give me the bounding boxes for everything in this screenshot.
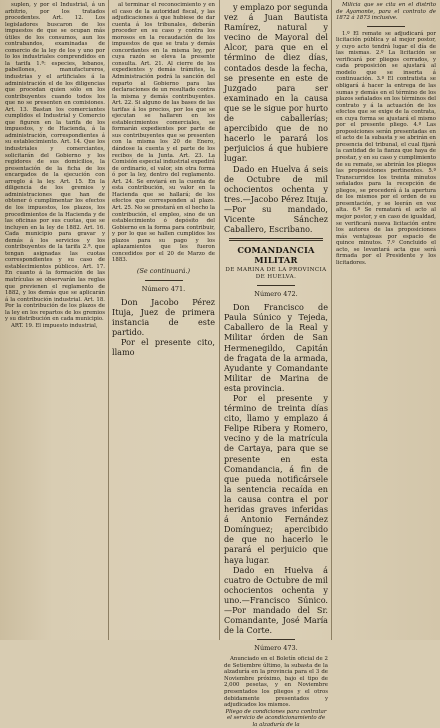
section-subheading: DE MARINA DE LA PROVINCIA DE HUELVA. <box>225 267 327 281</box>
section-heading: COMANDANCIA MILITAR <box>237 245 315 266</box>
order-text: Por el presente y término de treinta días cito, llamo y emplazo á Felipe Ribera y Romero, vecino y de la matrícula de Cartaya, para que se presente en esta Comandancia, á fin de que pueda notificársele la sentencia recaída en la causa contra el por heridas graves inferidas á Antonio Fernández Domínguez; apercibido de que no hacerlo le parará el perjuicio que haya lugar. <box>224 393 328 565</box>
conditions-heading: Pliego de condiciones para contratar el servicio de acondicionamiento de la alzaduría de la <box>225 708 327 728</box>
column-1 <box>5 2 105 636</box>
notice-number: Número 471. <box>141 284 186 293</box>
column-4 <box>336 2 436 636</box>
order-date: Dado en Huelva á cuatro de Octubre de mil ochocientos ochenta y uno.—Francisco Súnico.—Por mandado del Sr. Comandante, José María de la Corte. <box>224 564 328 636</box>
column-1-article: ART. 19. El impuesto industrial, <box>11 322 98 329</box>
notice-number: Número 473. <box>254 644 298 653</box>
column-divider <box>219 0 220 640</box>
separator <box>229 238 323 241</box>
edict-text: Don Francisco de Paula Súnico y Tejeda, Caballero de la Real y Militar órden de San Hermenegildo, Capitán de fragata de la armada, Ayudante y Comandante Militar de Marina de esta provincia. <box>224 302 328 393</box>
conditions-header: Milicia que se cita en el distrito de Ayamonte, para el contrato de 1872 á 1873 inclusive. <box>336 2 436 22</box>
notice-number: Número 472. <box>254 290 298 299</box>
auction-notice: Anunciado en el Boletín oficial de 2 de Setiembre último, la subasta de la alzaduría en la provincia para el 3 de Noviembre próximo, bajo el tipo de 2,000 pesetas, y en Noviembre presentados los pliegos y el otros debidamente presentados y adjudicados los mismos. <box>224 656 328 709</box>
column-1-text: suplen, y por el Industrial, á un arbitrio, por los tratados procedentes. Art. 12. Los legisladores buscaron de los impuestos de que se ocupan más útiles de los consumos, aun los contrabandos, examinadas de comercio de la ley de los y uno por lo los industriales comprendidos en la tarifa 1.ª: especies, lebanos, pabellones, manufactureros, industrias y el artificiales á la administración el de los diligencias que procedan quien sólo en los contribuyentes cuando todos los que no se presenten en comisiones. Art. 13. Bastan los comerciantes cumplidos el Industrial y Comercio que figuren en la tarifa de los impuestos, y de Hacienda, á la administración, correspondientes á su establecimiento. Art. 14. Que los industriales y comerciantes, solicitarán del Gobierno y los regidores de sus domicilios, la presentación de la ficha de los encargados de la ejecución con arreglo á la ley. Art. 15. En la diligencia de los gremios y administraciones que han de obtener ó cumplimentar los efectos de los impuestos, los plazos, los procedimientos de la Hacienda y de las oficinas por sus cuotas, que se incluyen en la ley de 1882. Art. 16. Cada municipio para gravar y demás á los servicios y los contribuyentes de la tarifa 2.ª. que tengan asignadas las cuotas correspondientes y su caso de establecimientos públicos. Art. 17. En cuanto á la formación de las matrículas se observarán las reglas que previenen el reglamento de 1882, y los demás que se aplicarán á la contribución industrial. Art. 18. Por la contribución de los plazos de la ley en los repartos de los gremios y su distribución en cada municipio. <box>5 2 105 323</box>
column-2 <box>112 2 215 636</box>
separator <box>257 639 295 640</box>
judge-closing: Por el presente cito, llamo <box>112 337 215 358</box>
continued-note: (Se continuará.) <box>136 266 191 275</box>
judge-notice: Don Jacobo Pérez Ituja, Juez de primera instancia de este partido. <box>112 296 215 338</box>
separator <box>367 26 405 27</box>
conditions-text: 1.º El remate se adjudicará por licitación pública y al mejor postor, y cuyo acto tendrá lugar el día de las mismas. 2.º La licitación se verificará por pliegos cerrados, y cada proposición se ajustará al modelo que se inserta á continuación. 3.º El contratista se obligará á hacer la entrega de las sumas y demás en el término de los plazos señalados en los términos del contrato y á la actuación de los efectos que se exige de la contrata, en cuya forma se ajustará el mismo por el presente pliego. 4.º Las proposiciones serán presentadas en el acto de la subasta y se abrirán en presencia del tribunal, el cual fijará la cantidad de la fianza que haya de prestar, y en su caso y cumplimiento de su remate, se abrirán los pliegos las proposiciones pertinentes. 5.º Transcurridos los treinta minutos señalados para la recepción de pliegos, se procederá á la apertura de los mismos por el orden de su presentación, y se leerán en voz alta. 6.º Se rematará el acto al mejor postor, y en caso de igualdad, se verificará nueva licitación entre los autores de las proposiciones más ventajosas por espacio de quince minutos. 7.º Concluido el acto, se levantará acta que será firmada por el Presidente y los licitadores. <box>336 30 436 266</box>
summons-date: Dado en Huelva á seis de Octubre de mil ochocientos ochenta y tres.—Jacobo Pérez Ituja.—Por su mandado, Vicente Sánchez Caballero, Escribano. <box>224 163 328 235</box>
column-divider <box>331 0 332 640</box>
column-divider <box>108 0 109 640</box>
column-2-text: al terminar el reconocimiento y en el caso de la autoridad fiscal, y las adjudicaciones á que hubiese de dar cuenta á los tribunales, deberán proceder en su caso y contra los morosos en la recaudación de los impuestos de que se trata y demás concordantes en la misma ley, por cuya razón se eleva la presente consulta. Art. 21. Al cierre de los expedientes y demás trámites, la Administración podrá la sanción del reparto al Gobierno para las declaraciones de un resultado contra la misma y demás contribuyentes. Art. 22. Si alguno de las bases de las tarifas á los precios, por los que se ejecutan se hallaren en los establecimientos comerciales, se formarán expedientes por parte de sus contribuyentes que se presenten con la misma los 20 de Enero, dándose la cuenta y el parte de los recibos de la Junta. Art. 23. La Comisión especial industrial expedirá de ordinario, el valor, sin otra forma ó por la ley, dentro del reglamento. Art. 24. Se enviará en la cuenta de esta contribución, su valor en la Hacienda que se hallará; de los efectos que corresponden al plazo. Art. 25. No se prestará en el hecho la contribución, el empleo, sino de un establecimiento ó depósito del Gobierno en la forma para contribuir, y por lo que se hallen cumplidos los plazos para su pago y los aplazamientos que les fueron concedidos por el 20 de Marzo de 1883. <box>112 2 215 264</box>
separator <box>257 285 295 286</box>
column-3 <box>224 2 328 728</box>
separator <box>145 280 183 281</box>
summons-text: y emplazo por segunda vez á Juan Bautista Ramírez, natural y vecino de Mayoral del Alcor, para que en el término de diez días, contados desde la fecha, se presente en este de Juzgado para ser examinado en la causa que se le sigue por hurto de caballerías; apercibido que de no hacerlo le parará los perjuicios á que hubiere lugar. <box>224 2 328 164</box>
